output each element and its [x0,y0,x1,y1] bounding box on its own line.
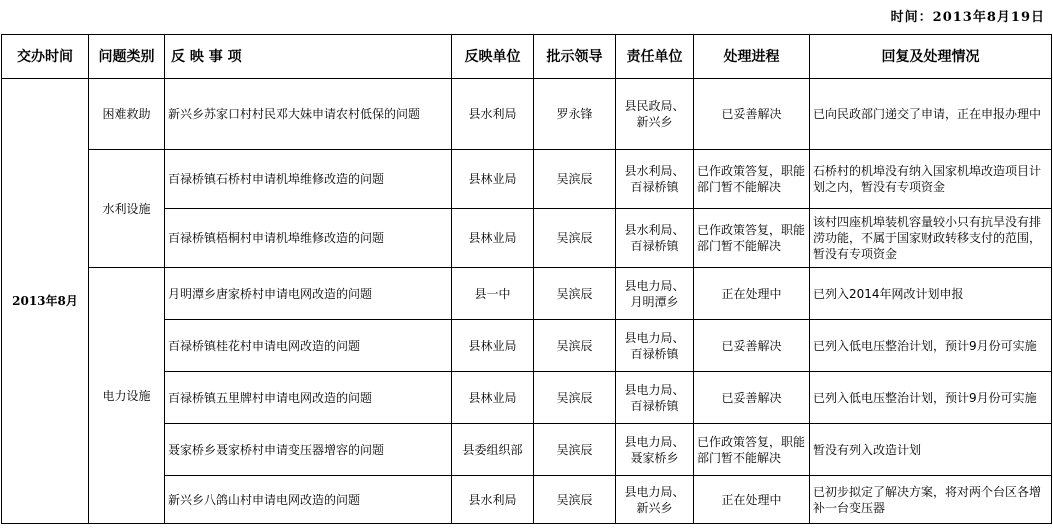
progress-cell: 已作政策答复，职能部门暂不能解决 [694,209,810,268]
responsible-cell: 县水利局、 百禄桥镇 [616,209,694,268]
table-row [2,268,1052,320]
reply-cell: 已初步拟定了解决方案，将对两个台区各增补一台变压器 [810,476,1052,524]
leader-cell: 吴滨辰 [534,476,616,524]
leader-cell: 罗永锋 [534,79,616,150]
unit-cell: 县水利局 [452,476,534,524]
category-cell: 水利设施 [89,150,165,268]
reply-cell: 暂没有列入改造计划 [810,424,1052,476]
responsible-cell: 县电力局、 百禄桥镇 [616,320,694,372]
leader-cell: 吴滨辰 [534,320,616,372]
header-category: 问题类别 [89,35,165,79]
category-cell: 困难救助 [89,79,165,150]
issue-cell: 聂家桥乡聂家桥村申请变压器增容的问题 [165,424,452,476]
progress-cell: 已妥善解决 [694,320,810,372]
report-date: 时间：2013年8月19日 [890,10,1045,25]
period-cell: 2013年8月 [2,79,89,524]
issue-table [1,34,1052,524]
leader-cell: 吴滨辰 [534,209,616,268]
unit-cell: 县水利局 [452,79,534,150]
header-row [2,35,1052,79]
reply-cell: 已列入低电压整治计划，预计9月份可实施 [810,372,1052,424]
category-cell: 电力设施 [89,268,165,524]
header-leader: 批示领导 [534,35,616,79]
table-row [2,150,1052,209]
progress-cell: 已妥善解决 [694,79,810,150]
responsible-cell: 县电力局、 新兴乡 [616,476,694,524]
responsible-cell: 县电力局、 百禄桥镇 [616,372,694,424]
leader-cell: 吴滨辰 [534,424,616,476]
unit-cell: 县林业局 [452,372,534,424]
reply-cell: 石桥村的机埠没有纳入国家机埠改造项目计划之内，暂没有专项资金 [810,150,1052,209]
header-responsible-unit: 责任单位 [616,35,694,79]
issue-cell: 百禄桥镇桂花村申请电网改造的问题 [165,320,452,372]
reply-cell: 已向民政部门递交了申请，正在申报办理中 [810,79,1052,150]
unit-cell: 县委组织部 [452,424,534,476]
responsible-cell: 县水利局、 百禄桥镇 [616,150,694,209]
issue-cell: 新兴乡苏家口村村民邓大妹申请农村低保的问题 [165,79,452,150]
reply-cell: 该村四座机埠装机容量较小只有抗旱没有排涝功能，不属于国家财政转移支付的范围，暂没有专项资金 [810,209,1052,268]
header-handover-time: 交办时间 [2,35,89,79]
progress-cell: 已妥善解决 [694,372,810,424]
leader-cell: 吴滨辰 [534,150,616,209]
issue-cell: 百禄桥镇五里牌村申请电网改造的问题 [165,372,452,424]
progress-cell: 正在处理中 [694,476,810,524]
leader-cell: 吴滨辰 [534,372,616,424]
issue-cell: 月明潭乡唐家桥村申请电网改造的问题 [165,268,452,320]
issue-cell: 百禄桥镇石桥村申请机埠维修改造的问题 [165,150,452,209]
responsible-cell: 县电力局、 月明潭乡 [616,268,694,320]
progress-cell: 已作政策答复，职能部门暂不能解决 [694,150,810,209]
unit-cell: 县林业局 [452,209,534,268]
progress-cell: 正在处理中 [694,268,810,320]
header-progress: 处理进程 [694,35,810,79]
progress-cell: 已作政策答复，职能部门暂不能解决 [694,424,810,476]
header-issue: 反 映 事 项 [165,35,452,79]
issue-cell: 新兴乡八鸽山村申请电网改造的问题 [165,476,452,524]
unit-cell: 县林业局 [452,320,534,372]
issue-cell: 百禄桥镇梧桐村申请机埠维修改造的问题 [165,209,452,268]
responsible-cell: 县民政局、 新兴乡 [616,79,694,150]
reply-cell: 已列入低电压整治计划，预计9月份可实施 [810,320,1052,372]
reply-cell: 已列入2014年网改计划申报 [810,268,1052,320]
unit-cell: 县一中 [452,268,534,320]
table-row [2,79,1052,150]
header-reporting-unit: 反映单位 [452,35,534,79]
leader-cell: 吴滨辰 [534,268,616,320]
header-reply: 回复及处理情况 [810,35,1052,79]
unit-cell: 县林业局 [452,150,534,209]
responsible-cell: 县电力局、 聂家桥乡 [616,424,694,476]
